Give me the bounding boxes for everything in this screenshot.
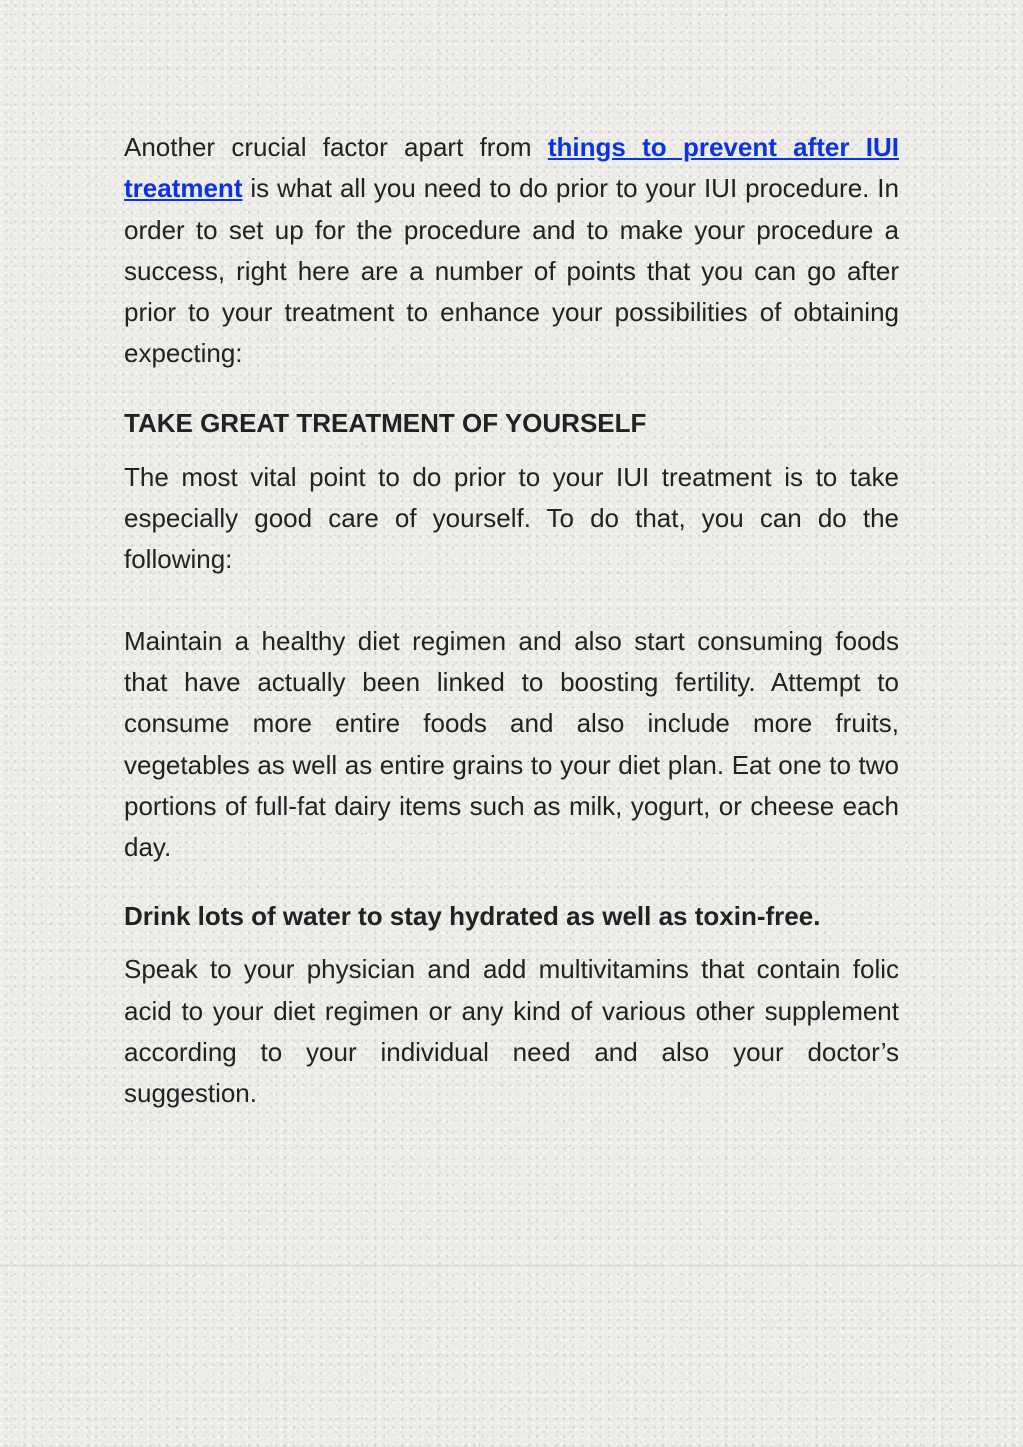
page-divider <box>0 1265 1023 1266</box>
section-heading-hydration: Drink lots of water to stay hydrated as well as toxin-free. <box>124 901 821 932</box>
intro-text-before: Another crucial factor apart from <box>124 132 548 162</box>
prevent-after-iui-link[interactable]: things to prevent after IUI treatment <box>124 132 900 204</box>
diet-paragraph: Maintain a healthy diet regimen and also start consuming foods that have actually been linked to boosting fertility. Attempt to consume more entire foods and also include more fruits, vegetables as well as entire grains to your diet plan. Eat one to two portions of full-fat dairy items such as milk, yogurt, or cheese each day. <box>124 625 899 863</box>
intro-paragraph <box>124 127 899 375</box>
section-heading-self-care: TAKE GREAT TREATMENT OF YOURSELF <box>124 407 647 438</box>
self-care-paragraph: The most vital point to do prior to your IUI treatment is to take especially good care of yourself. To do that, you can do the following: <box>124 461 899 575</box>
supplement-paragraph: Speak to your physician and add multivitamins that contain folic acid to your diet regimen or any kind of various other supplement according to your individual need and also your doctor’s suggestion. <box>124 954 899 1109</box>
document-body <box>124 127 899 1115</box>
intro-text-after: is what all you need to do prior to your IUI procedure. In order to set up for the procedure and to make your procedure a success, right here are a number of points that you can go after prior to your treatment to enhance your possibilities of obtaining expecting: <box>124 173 899 369</box>
